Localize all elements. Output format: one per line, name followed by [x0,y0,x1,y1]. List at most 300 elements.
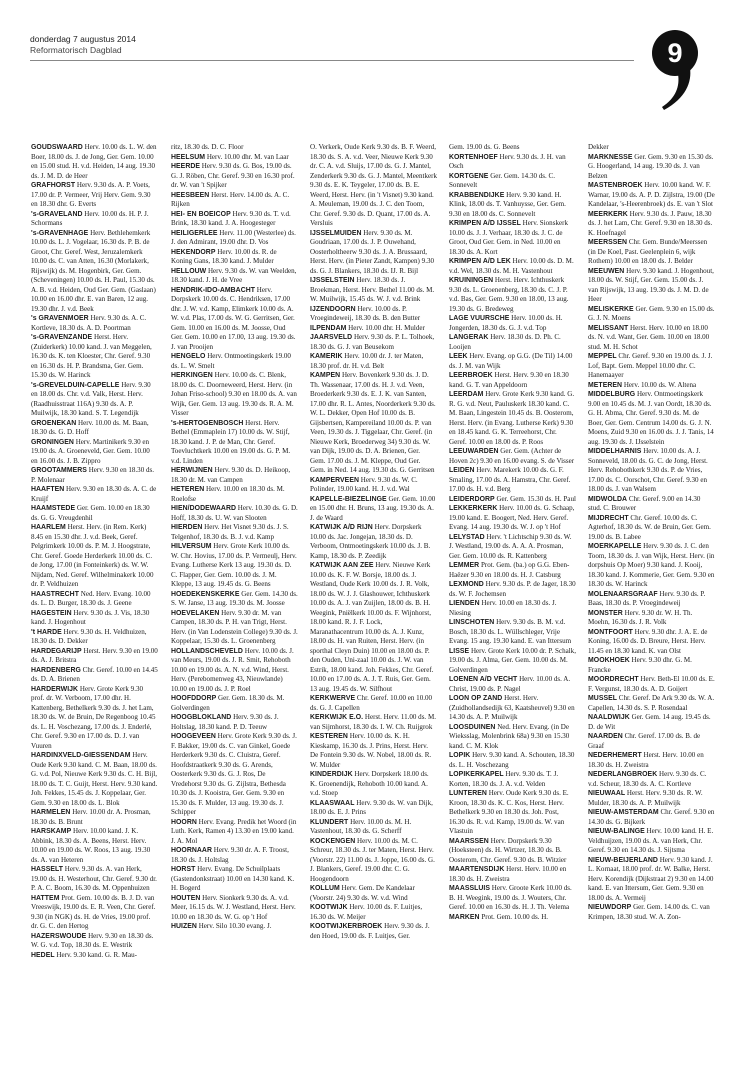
service-entry [310,324,437,334]
service-entry [31,751,158,808]
service-entry [171,143,298,153]
service-entry [171,248,298,267]
service-details: Herv. 10.00 ds. L. W. den Boer, 18.00 ds. J. de Jong, Ger. Gem. 10.00 en 15.00 stud. H. v.d. Heiden, 14 aug. 19.30 ds. J. M. D. de Heer [31,143,157,180]
service-details: Herv. Martinikerk 9.30 en 19.00 ds. A. Groeneveld, Ger. Gem. 10.00 en 16.00 ds. J. B. Zippro [31,437,150,465]
service-details: Ned. Herv. Evang. 10.00 ds. L. D. Burger, 18.30 ds. J. Geene [31,589,151,607]
service-entry [310,333,437,352]
service-entry [31,685,158,752]
service-details: Herv. Grote Kerk 10.00 ds. W. Chr. Hovius, 17.00 ds. P. Vermeulj, Herv. Evang. Lutherse Kerk 13 aug. 19.30 ds. D. C. Flapper, Ger. Gem. 10.00 ds. J. M. Kleppe, 13 aug. 19.45 ds. G. Beens [171,542,297,588]
service-entry [449,580,576,599]
service-details: Ger. Gem. 10.00 en 18.30 ds. G. G. Vreugdenhil [31,504,150,522]
service-details: Herv. 10.00 ds. M. Baan, 18.30 ds. G. D. Hoff [31,418,149,436]
service-details: Herv. 10.00 ds. H. P. J. Schormans [31,209,149,227]
place-name: KESTEREN [310,733,348,740]
place-name: HEESBEEN [171,191,210,199]
service-entry [449,913,576,923]
service-entry [31,865,158,894]
service-details: Herst. Herv. 9.30 en 18.30 kand. G. T. van Appeldoorn [449,371,569,389]
service-entry [588,447,715,495]
service-details: Herst. Herv. Bethel (Emmaplein 17) 10.00 ds. W. Stijf, 18.30 kand. J. P. de Man, Chr. Geref. Toevluchtkerk 10.00 en 19.00 ds. G. P. M. v.d. Linden [171,418,291,465]
place-name: LELYSTAD [449,533,485,541]
place-name: HATTEM [31,894,60,902]
service-details: Herv. 10.00 ds. M. H. Vastenhout, 18.30 ds. G. Scherff [310,817,412,835]
place-name: NAARDEN [588,733,623,740]
service-details: Herv. 10.00 en 18.30 ds. J. Niesing [449,599,557,617]
listing-column-4 [449,143,576,1061]
service-entry [310,561,437,694]
place-name: KINDERDIJK [310,771,353,778]
listing-column-2 [171,143,298,1061]
service-details: Herv. 9.30 ds. W. van Dijk, 18.00 ds. E. J. Prins [310,798,433,816]
service-entry [449,675,576,694]
service-details: Herv. Grote Kerk 9.30 ds. J. F. Bakker, 19.00 ds. C. van Ginkel, Goede Herderkerk 9.30 ds. C. Cluistra, Geref. Hoofdstraatkerk 9.30 ds. G. Arends, Oosterkerk 9.30 ds. G. J. Ros, De Vredehorst 9.30 ds. G. Zijlstra, Bethesda 10.30 ds. J. Kooistra, Ger. Gem. 9.30 en 15.30 ds. F. Mulder, 13 aug. 19.30 ds. J. Schipper [171,732,297,816]
service-details: Ger. Gem. 15.30 ds. H. Paul [496,494,576,503]
service-details: Herst. Herv. 10.00 en 18.00 ds. N. v.d. Want, Ger. Gem. 10.00 en 18.00 stud. M. H. Schot [588,323,710,351]
service-details: Herv. 9.30 ds. B. M. v.d. Bosch, 18.30 ds. L. Wüllschleger, Vrije Evang. 15 aug. 19.30 kand. E. van Ittersum [449,618,572,645]
place-name: KORTENHOEF [449,153,498,161]
service-details: Herv. 10.00 ds. P. Vroegindeweij, 18.30 ds. B. den Butter [310,304,421,322]
service-details: Herv. 't Lichtschip 9.30 ds. W. J. Westland, 19.00 ds. A. A. A. Prosman, Ger. Gem. 10.00 ds. R. Kattenberg [449,532,572,560]
place-name: HASSELT [31,866,63,873]
place-name: LEEUWARDEN [449,448,499,455]
listing-column-5 [588,143,715,1061]
service-entry [449,751,576,770]
service-entry [31,523,158,590]
place-name: GROENEKAN [31,419,77,427]
service-details: Chr. Geref. 10.00 en 14.45 ds. D. A. Brienen [31,665,158,683]
service-entry [171,609,298,647]
service-details: Herv. Evang. op G.G. (De Til) 14.00 ds. J. M. van Wijk [449,352,573,370]
service-entry [588,808,715,827]
place-name: HARDEGARIJP [31,647,82,655]
page-header [30,34,136,56]
service-details: Herv. 9.30 ds. W. C. Polinder, 19.00 kand. H. J. v.d. Wal [310,475,418,493]
service-details: Ger. Gem. 10.00 en 15.00 dhr. H. Bruns, 13 aug. 19.30 ds. A. J. de Waard [310,494,436,522]
service-details: Herv. 9.30 kand. A. Schouten, 18.30 ds. L. H. Voschezang [449,751,575,769]
place-name: NIEUWAAL [588,790,626,797]
place-name: GRAFHORST [31,182,76,189]
place-name: HARDINXVELD-GIESSENDAM [31,752,131,759]
place-name: HOOFDDORP [171,695,217,702]
place-name: MARKEN [449,913,480,921]
service-details: Herv. 9.30 ds. H. Veldhuizen, 18.30 ds. D. Dekker [31,627,147,645]
service-details: Herv. 9.30 ds. A. P. Voets, 17.00 dr. P. Vermeer, Vrij Herv. Gem. 9.30 en 18.30 dhr. G. Everts [31,181,151,208]
service-details: Herv. Dorpskerk 10.00 ds. C. Hendriksen, 17.00 dhr. J. W. v.d. Kamp, Elimkerk 10.00 ds. A. W. v.d. Plas, 17.00 ds. W. G. Gerritsen, Ger. Gem. 10.00 en 16.00 ds. M. Joosse, Oud Ger. Gem. 10.00 en 17.00, 13 aug. 19.30 ds. J. van Prooijen [171,285,296,351]
place-name: HARMELEN [31,809,71,816]
place-name: HOORNAAR [171,847,212,854]
place-name: 't HARDE [31,628,62,636]
service-details: Ger. Gem. (Achter de Hoven 2c) 9.30 en 16.00 evang. S. de Visser [449,447,575,465]
place-name: LOOSDUINEN [449,723,496,731]
service-entry [588,381,715,391]
place-name: 's-GRAVELAND [31,210,83,218]
service-entry [171,286,298,353]
service-entry [171,485,298,504]
place-name: MIJDRECHT [588,514,629,522]
place-name: HILVERSUM [171,543,212,550]
service-details: Herv. 9.30 dhr. G. M. Francke [588,656,692,674]
place-name: LANGERAK [449,334,489,341]
service-details: Herv. Oude Kerk 9.30 kand. C. M. Baan, 18.00 ds. G. v.d. Pol, Nieuwe Kerk 9.30 ds. C. H. Bijl, 18.00 ds. T. C. Guijt, Herst. Herv. 9.30 kand. Joh. Fekkes, 15.45 ds. J. Koppelaar, Ger. Gem. 9.30 en 18.00 ds. L. Blok [31,751,158,807]
service-details: Herv. 9.30 ds. T. J. Korten, 18.30 ds. J. A. v.d. Velden [449,770,559,788]
service-entry [588,238,715,267]
service-details: Chr. Geref. 9.00 en 14.30 stud. C. Brouwer [588,494,701,512]
service-details: Ger. Gem. 14.00 ds. C. van Krimpen, 18.30 stud. W. A. Zon- [588,903,710,921]
service-entry [31,485,158,504]
place-name: MONTFOORT [588,628,633,636]
service-details: Herv. Sionskerk 10.00 ds. J. J. Verhaar, 18.30 ds. J. C. de Groot, Oud Ger. Gem. in Ned. 10.00 en 18.30 ds. A. Kort [449,219,568,256]
service-details: Herv. 10.00 ds. K. H. Kieskamp, 16.30 ds. J. Prins, Herst. Herv. De Fontein 9.30 ds. W. Nobel, 18.00 ds. R. W. Mulder [310,732,432,769]
service-entry [588,770,715,789]
place-name: KOOTWIJK [310,904,348,911]
service-entry [310,276,437,305]
service-details: Chr. Geref. 9.30 en 14.30 ds. G. Bijkerk [588,808,715,826]
service-entry [588,751,715,770]
service-entry [171,732,298,818]
service-details: Herv. 10.00 ds. J. van Meurs, 19.00 ds. J. R. Smit, Rehoboth 10.00 en 19.00 ds. A. N. v.d. Wind, Herst. Herv. (Perebomenweg 43, Nieuwlande) 10.00 en 19.00 ds. J. P. Roel [171,646,294,693]
service-details: Herv. 10.00 kand. H. E. Veldhuijzen, 19.00 ds. A. van Herk, Chr. Geref. 9.30 en 14.30 ds. J. Sijtsma [588,827,714,854]
place-name: LEMMER [449,562,480,569]
service-details: Herv. Oude Kerk 9.30 ds. E. Kroon, 18.30 ds. K. C. Kos, Herst. Herv. Bethelkerk 9.30 en 18.30 ds. Joh. Post, 16.30 ds. R. v.d. Kamp, 19.00 ds. W. van Vlastuin [449,789,569,835]
place-name: HEKENDORP [171,248,216,256]
service-details: Ger. Gem. 14.30 ds. C. Sonnevelt [449,171,556,189]
service-details: Herv. 9.30 ds. D. Heikoop, 18.30 dr. M. van Campen [171,466,291,484]
service-details: Herv. 10.00 ds. A. J. Sonneveld, 18.00 ds. G. C. de Jong, Herst. Herv. Rehobothkerk 9.30 ds. P. de Vries, 17.00 ds. C. Oorschot, Chr. Geref. 9.30 en 18.00 ds. J. van Walsem [588,447,708,493]
place-name: LOON OP ZAND [449,695,503,702]
place-name: HOOGBLOKLAND [171,714,232,721]
service-entry [171,713,298,732]
place-name: 's-GREVELDUIN-CAPELLE [31,381,120,389]
service-entry [310,523,437,561]
place-name: NIEUW-BEIJERLAND [588,856,658,864]
place-name: MEEUWEN [588,267,625,275]
service-details: Chr. Geref. 10.00 en 10.00 ds. G. J. Capellen [310,694,433,712]
place-name: NIEUWDORP [588,904,632,911]
place-name: KATWIJK A/D RIJN [310,524,373,531]
service-entry [171,542,298,590]
place-name: HAGESTEIN [31,609,72,617]
service-details: Herv. Bethlehemkerk 10.00 ds. L. J. Vogelaar, 16.30 ds. P. B. de Groot, Chr. Geref. West, Jeruzalemkerk 10.00 ds. C. van Atten, 16.30 (Morlakerk, Rijswijk) ds. M. Hogenbirk, Ger. Gem. (Scheveningen) 10.00 ds. H. Paul, 15.30 ds. A. B. v.d. Heiden, Oud Ger. Gem. (Gaslaan) 10.00 en 16.00 dhr. E. van Baren, 12 aug. 19.30 dhr. J. v.d. Beek [31,228,156,313]
service-details: Herv. Ontmoetingskerk 19.00 ds. L. W. Smelt [171,352,291,370]
place-name: KORTGENE [449,172,489,180]
service-entry [588,390,715,447]
service-details: Herv. Evang. Predik het Woord (in Luth. Kerk, Ramen 4) 13.30 en 19.00 kand. J. A. Mol [171,817,297,845]
service-entry [449,495,576,505]
service-entry [31,609,158,628]
service-entry [588,542,715,590]
service-details: O. Verkerk, Oude Kerk 9.30 ds. B. F. Weerd, 18.30 ds. S. A. v.d. Veer, Nieuwe Kerk 9.30 dr. C. A. v.d. Sluijs, 17.00 ds. G. J. Mantel, Zenderkerk 9.30 ds. G. J. Mantel, Meentkerk 9.30 ds. E. K. Teygeler, 17.00 ds. B. E. Weerd, Herst. Herv. (in 't Visnet) 9.30 kand. A. Meuleman, 19.00 ds. J. C. den Toom, Chr. Geref. 9.30 ds. D. Quant, 17.00 ds. A. Versluis [310,143,437,227]
service-details: Ger. Gem. 9.30 en 15.00 ds. G. J. N. Moens [588,304,715,322]
service-entry [31,143,158,181]
service-entry [31,647,158,666]
service-entry [310,770,437,799]
service-details: Herv. 10.00 ds. W. Altena [623,380,697,389]
service-entry [171,504,298,523]
service-details: Herst. Herv. 9.30 ds. R. W. Mulder, 18.30 ds. A. P. Muilwijk [588,789,703,807]
service-entry [588,713,715,732]
place-name: KOOTWIJKERBROEK [310,923,383,930]
place-name: HEDEL [31,951,55,959]
service-entry [588,789,715,808]
service-details: Herv. 10.00 kand. J. K. Abbink, 18.30 ds. A. Beens, Herst. Herv. 10.00 en 19.00 ds. W. Roos, 13 aug. 19.30 ds. A. van Heteren [31,827,151,864]
place-name: MARKNESSE [588,153,633,161]
service-details: Herv. Grote Kerk 9.30 prof. dr. W. Verboom, 17.00 dhr. H. Kattenberg, Bethelkerk 9.30 ds. J. het Lam, 18.30 ds. W. de Bruin, De Regenboog 10.45 ds. L. H. Voschezang, 17.00 ds. J. Enderlé, Chr. Geref. 9.30 en 17.00 ds. D. J. van Vuuren [31,684,156,750]
place-name: KRIMPEN A/D LEK [449,258,511,265]
service-entry [171,647,298,695]
service-entry [588,153,715,182]
place-name: JAARSVELD [310,334,353,341]
service-entry [449,276,576,314]
service-details: Herv. 18.30 ds. J. Broekman, Herst. Herv. Bethel 11.00 ds. M. W. Muilwijk, 15.45 ds. W. J. v.d. Brink [310,276,435,303]
service-entry [31,181,158,210]
listing-column-3 [310,143,437,1061]
place-name: MELISSANT [588,324,629,332]
place-name: KATWIJK AAN ZEE [310,562,374,569]
service-entry [449,219,576,257]
service-entry [449,466,576,495]
service-details: Herv. 9.30 kand. J. Hogenhout, 18.00 ds. W. Stijf, Ger. Gem. 15.00 ds. J. van Rijswijk, 13 aug. 19.30 ds. J. M. D. de Heer [588,266,714,303]
place-name: NEDERLANGBROEK [588,771,658,778]
service-details: Herv. Gem. De Kandelaar (Voorstr. 24) 9.30 ds. W. v.d. Wind [310,884,415,902]
service-entry [171,371,298,419]
comma-logo-icon [660,68,698,112]
service-details: Herv. 10.00 dhr. M. van Laar [206,152,289,161]
place-name: HEERDE [171,163,201,170]
service-entry [31,827,158,865]
place-name: METEREN [588,381,623,389]
service-details: Herv. 10.00 ds. F. Luitjes, 16.30 ds. W. Meijer [310,903,423,921]
place-name: MEERSSEN [588,239,628,246]
service-entry [310,884,437,903]
place-name: HEI- EN BOEICOP [171,210,231,218]
service-entry [171,523,298,542]
service-details: Herst. Herv. 10.00 en 18.30 ds. H. Zweistra [449,865,567,883]
service-entry [310,495,437,524]
service-entry [310,305,437,324]
service-entry [588,324,715,353]
service-details: Herv. 9.30 dhr. J. A. E. de Koning, 16.00 ds. D. Breure, Herst. Herv. 11.45 en 18.30 kand. K. van Olst [588,627,708,655]
place-name: MIDDELHARNIS [588,448,642,455]
service-details: Ned. Herv. Evang. (in De Wieksslag, Molenbrink 68a) 9.30 en 15.30 kand. C. M. Klok [449,722,570,750]
service-entry [449,352,576,371]
place-name: KOCKENGEN [310,837,356,845]
place-name: KRABBENDIJKE [449,191,505,199]
service-entry [171,922,298,932]
service-details: Herv. 9.30 en 18.30 ds. A. C. de Kruijf [31,485,157,503]
service-entry [449,884,576,913]
service-details: Herst. Herv. (in Rem. Kerk) 8.45 en 15.30 dhr. J. v.d. Beek, Geref. Pelgrimkerk 10.00 ds. P. M. J. Hoogstrate, Chr. Geref. Goede Herderkerk 10.00 ds. C. de Jong, 17.00 (in Fonteinkerk) ds. W. W. Nijdam, Ned. Geref. Wilhelminakerk 10.00 dr. P. Veldhuizen [31,523,154,588]
service-entry [171,153,298,163]
service-entry [449,172,576,191]
place-name: 's-GRAVENHAGE [31,229,89,237]
service-entry [588,827,715,856]
service-details: Herv. 9.30 en 18.30 ds. W. G. v.d. Top, 18.30 ds. E. Westrik [31,931,154,949]
place-name: HAZERSWOUDE [31,932,87,940]
service-details: Herv. 10.00 en 18.30 ds. M. Roelofse [171,485,285,503]
place-name: HARDENBERG [31,666,81,674]
service-details: Ger. Gem. 14 aug. 19.45 ds. D. de Wit [588,713,711,731]
service-details: Prot. Gem. (ba.) op G.G. Eben-Haëzer 9.30 en 18.00 ds. H. J. Catsburg [449,561,570,579]
service-entry [449,533,576,562]
service-details: Ger. Gem. 14.30 ds. S. W. Janse, 13 aug. 19.30 ds. M. Joosse [171,589,298,607]
service-entry [588,656,715,675]
service-entry [449,333,576,352]
service-entry [171,846,298,865]
service-entry [449,789,576,837]
service-entry [449,647,576,676]
place-name: GROOTAMMERS [31,467,87,474]
place-name: ILPENDAM [310,324,347,332]
service-details: Herv. Marekerk 10.00 ds. G. F. Smaling, 17.00 ds. A. Hamstra, Chr. Geref. 17.00 ds. H. v.d. Berg [449,466,571,493]
place-name: KLUNDERT [310,818,349,826]
service-details: Herv. 10.30 ds. G. D. Hoff, 18.30 ds. U. W. van Slooten [171,504,298,522]
place-name: IJSSELSTEIN [310,277,355,284]
service-details: Herv. 10.00 ds. R. de Koning Gans, 18.30 kand. J. Mulder [171,247,277,265]
place-name: HIEN/DODEWAARD [171,505,237,512]
service-details: Herv. Beth-El 10.00 ds. E. F. Vergunst, 18.30 ds. A. D. Goijert [588,675,715,693]
service-entry [31,381,158,419]
service-entry [449,447,576,466]
service-details: Herv. Dorpskerk 9.30 (Hoeksteen) ds. H. Wirtzer, 18.30 ds. B. Oosterom, Chr. Geref. 9.30 ds. B. Witzier [449,836,567,864]
service-details: Herv. 9.30 ds. J. Holtslag, 18.30 kand. P. D. Teeuw [171,713,279,731]
service-details: Herst. Herv. 10.00 en 18.30 ds. H. Zweistra [588,751,704,769]
service-details: Herv. 9.30 ds. C. v.d. Scheur, 18.30 ds. A. C. Kortleve [588,770,707,788]
service-details: Chr. Geref. De Ark 9.30 ds. W. A. Capellen, 14.30 ds. S. P. Rosendaal [588,694,715,712]
service-entry [171,590,298,609]
service-entry [588,732,715,751]
service-details: Herv. 10.00 dr. A. Prosman, 18.30 ds. B. Brunt [31,808,151,826]
service-entry [171,894,298,923]
place-name: LEKKERKERK [449,505,498,512]
service-details: Herv. Nieuwe Kerk 10.00 ds. K. F. W. Borsje, 18.00 ds. J. Westland, Oude Kerk 10.00 ds. J. R. Volk, 18.00 ds. W. J. J. Glashouwer, Ichthuskerk 10.00 ds. A. J. van Zuijlen, 18.00 ds. B. H. Weegink, Pniëlkerk 10.00 ds. F. Wijnhorst, 18.00 kand. R. J. F. Lock, Maranathacentrum 10.00 ds. A. J. Kunz, 18.00 ds. H. van Ruiten, Herst. Herv. (in sporthal Cleyn Duin) 10.00 en 18.00 ds. P. den Ouden, Uni-zaal 10.00 ds. J. W. van Estrik, 18.00 kand. Joh. Fekkes, Chr. Geref. 10.00 en 17.00 ds. A. J. T. Ruis, Ger. Gem. 13 aug. 19.45 ds. W. Silfhout [310,561,434,693]
place-name: HENDRIK-IDO-AMBACHT [171,286,256,294]
place-name: HUIZEN [171,923,197,930]
service-entry [31,210,158,229]
service-entry [588,609,715,628]
service-entry [449,390,576,447]
service-details: Herv. 9.30 ds. P. Baas, 18.30 ds. P. Vroegindeweij [588,589,706,607]
service-entry [310,713,437,732]
service-details: Herst. Herv. 14.00 ds. A. C. Rijken [171,190,290,208]
service-details: ritz, 18.30 ds. D. C. Floor [171,143,244,151]
place-name: HEELSUM [171,153,206,161]
service-details: Herv. Dorpskerk 18.00 ds. K. Groenendijk, Rehoboth 10.00 kand. A. v.d. Stoep [310,770,429,797]
service-details: Herv. 10.00 ds. C. Blenk, 18.00 ds. C. Doorneweerd, Herst. Herv. (in Johan Friso-school) 9.30 en 18.00 ds. A. van Wijk, Ger. Gem. 13 aug. 19.30 ds. R. A. M. Visser [171,371,297,417]
service-entry [171,191,298,210]
place-name: IJZENDOORN [310,305,356,313]
service-details: Herv. 9.30 dr. A. F. Troost, 18.30 ds. J. Holtslag [171,846,289,864]
service-entry [449,191,576,220]
service-details: Herv. 9.30 ds. M. Goudriaan, 17.00 ds. J. P. Ouwehand, Oosterholtheerw 9.30 ds. J. A. Brussaard, Herst. Herv. (in Pieter Zandt, Kampen) 9.30 ds. G. J. Blankers, 18.30 ds. IJ. R. Bijl [310,228,435,275]
place-name: MIDWOLDA [588,495,628,503]
place-name: HAASTRECHT [31,590,79,598]
place-name: KRUININGEN [449,277,494,284]
place-name: HOEVELAKEN [171,609,220,617]
service-entry [588,210,715,239]
place-name: HERKINGEN [171,372,213,379]
service-details: Herv. 10.00 ds. A. Christ, 19.00 ds. P. Nagel [449,675,571,693]
place-name: HAARLEM [31,524,66,531]
place-name: NIEUW-AMSTERDAM [588,809,659,816]
place-name: MEERKERK [588,210,628,218]
service-entry [588,305,715,324]
service-details: Herv. 10.00 ds. G. Schaap, 19.00 kand. E. Boogert, Ned. Herv. Geref. Evang. 14 aug. 19.30 ds. W. J. op 't Hof [449,504,575,531]
place-name: HEILIGERLEE [171,229,218,237]
service-details: Herst. Herv. 11.00 ds. M. van Sijmhorst, 18.30 ds. I. W. Ch. Ruijgrok [310,713,436,731]
place-name: KRIMPEN A/D IJSSEL [449,220,521,227]
place-name: MAARSSEN [449,837,489,845]
service-details: Herv. 9.30 ds. A. C. Kortleve, 18.30 ds. A. D. Poortman [31,314,147,332]
service-entry [171,865,298,894]
place-name: KAMPERVEEN [310,476,359,484]
service-details: Ger. Gem. 18.30 ds. M. Golverdingen [171,694,285,712]
header-rule [30,60,634,61]
place-name: LIENDEN [449,600,480,607]
service-entry [31,666,158,685]
service-entry [310,371,437,476]
place-name: HENGELO [171,353,206,360]
service-entry [171,162,298,191]
place-name: HIERDEN [171,524,203,531]
service-entry [171,352,298,371]
service-details: Herv. 9.30 ds. J. C. den Toom, 18.30 ds. J. van Wijk, Herst. Herv. (in dorpshuis Op Moer) 9.30 kand. J. Kooij, 18.30 kand. J. Kommerie, Ger. Gem. 9.30 en 18.30 ds. W. Harinck [588,542,715,588]
service-details: Herv. 9.30 dr. W. H. Th. Moehn, 16.30 ds. J. R. Volk [588,608,693,626]
place-name: IJSSELMUIDEN [310,229,362,237]
service-entry [449,561,576,580]
place-name: LEERBROEK [449,372,493,379]
place-name: MOLENAARSGRAAF [588,590,658,598]
place-name: MONSTER [588,609,623,617]
service-details: Herv. 11.00 (Westerlee) ds. J. den Admirant, 19.00 dhr. D. Vos [171,228,296,246]
service-entry [588,856,715,904]
service-details: Ger. Gem. 9.30 en 15.30 ds. G. Hoogerland, 14 aug. 19.30 ds. J. van Belzen [588,152,714,180]
place-name: 's-HERTOGENBOSCH [171,419,244,427]
place-name: LEIDEN [449,467,475,474]
service-entry [588,181,715,210]
service-entry [31,504,158,523]
service-entry [171,267,298,286]
service-entry [449,153,576,172]
place-name: GRONINGEN [31,438,74,446]
service-entry [310,229,437,277]
place-name: LINSCHOTEN [449,619,495,626]
service-details: Prot. Gem. 10.00 ds. B. J. D. van Vreeswijk, 19.00 ds. E. R. Veen, Chr. Geref. 9.30 (in NGK) ds. H. de Vries, 19.00 prof. dr. G. C. den Hertog [31,893,156,930]
place-name: MIDDELBURG [588,391,636,398]
service-details: Herv. 9.30 dr. M. van Campen, 18.30 ds. P. H. van Trigt, Herst. Herv. (in Van Lodenstein College) 9.30 ds. J. Koppelaar, 15.30 ds. L. Groenenberg [171,608,298,645]
place-name: HELLOUW [171,267,207,275]
place-name: LEXMOND [449,581,484,588]
place-name: HARSKAMP [31,828,72,835]
place-name: LAGE VUURSCHE [449,315,510,322]
service-details: Herv. Het Visnet 9.30 ds. J. S. Telgenhof, 18.30 ds. B. J. v.d. Kamp [171,523,289,541]
service-details: Herv. 10.00 kand. W. F. Warnar, 19.00 ds. A. P. D. Zijlstra, 19.00 (De Kandelaar, 's-Heerenbroek) ds. E. van 't Slot [588,181,715,208]
service-entry [310,352,437,371]
service-entry [310,143,437,229]
place-name: HOORN [171,818,197,826]
place-name: GOUDSWAARD [31,144,83,151]
service-entry [588,590,715,609]
place-name: HOLLANDSCHEVELD [171,647,243,655]
service-entry [31,229,158,315]
place-name: KLAASWAAL [310,799,355,807]
service-details: Herv. 9.30 ds. J. den Hoed, 19.00 ds. F. Luitjes, Ger. [310,922,430,940]
service-details: Herv. 9.30 en 18.00 ds. Chr. v.d. Valk, Herst. Herv. (Raadhuisstraat 116A) 9.30 ds. A. P. Muilwijk, 18.30 kand. S. T. Legendijk [31,380,151,417]
place-name: NAALDWIJK [588,714,630,721]
service-entry [588,675,715,694]
service-entry [588,903,715,922]
service-details: Herv. 9.30 kand. G. R. Mau- [56,950,137,959]
service-details: Chr. Geref. 9.30 en 19.00 ds. J. J. Lof, Bapt. Gem. Meppel 10.00 dhr. C. Hanemaayer [588,352,713,379]
